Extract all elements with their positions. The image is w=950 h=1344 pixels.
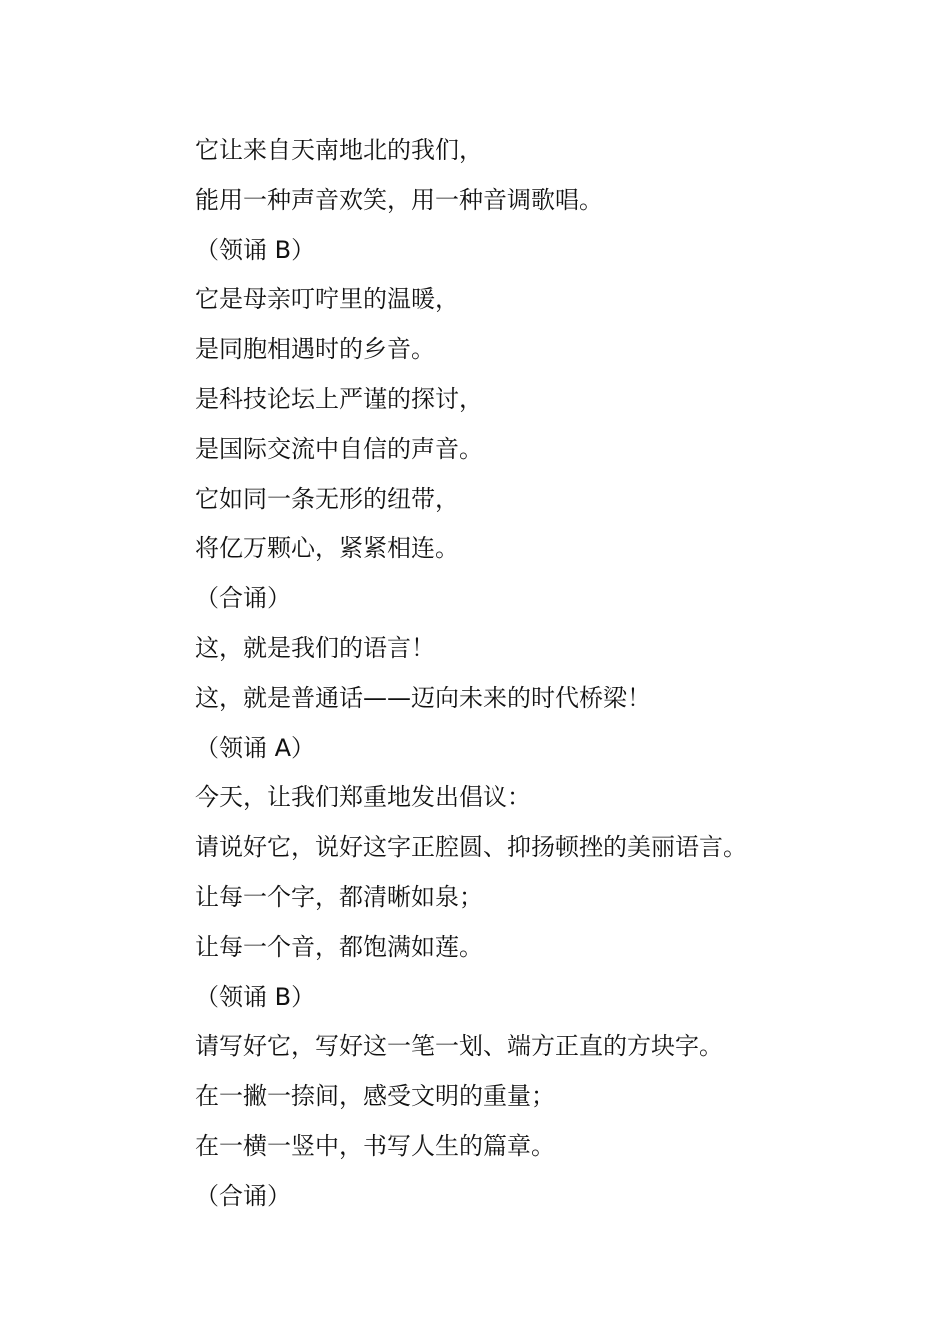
speaker-cue: （领诵 B）: [195, 982, 316, 1011]
text-line: 请说好它，说好这字正腔圆、抑扬顿挫的美丽语言。: [195, 833, 747, 862]
text-line: 它让来自天南地北的我们，: [195, 136, 483, 164]
text-line: 是同胞相遇时的乡音。: [195, 335, 435, 364]
speaker-cue: （合诵）: [195, 584, 291, 613]
text-line: 请写好它，写好这一笔一划、端方正直的方块字。: [195, 1032, 723, 1061]
text-line: 是国际交流中自信的声音。: [195, 434, 483, 463]
speaker-cue: （领诵 B）: [195, 235, 316, 264]
text-line: 是科技论坛上严谨的探讨，: [195, 384, 483, 413]
text-line: 将亿万颗心，紧紧相连。: [195, 534, 459, 563]
text-line: 今天，让我们郑重地发出倡议：: [195, 783, 531, 812]
text-line: 它是母亲叮咛里的温暖，: [195, 285, 459, 314]
speaker-cue: （领诵 A）: [195, 733, 316, 762]
text-line: 它如同一条无形的纽带，: [195, 484, 459, 513]
text-line: 这，就是普通话——迈向未来的时代桥梁！: [195, 683, 651, 712]
text-line: 在一撇一捺间，感受文明的重量；: [195, 1082, 555, 1111]
text-line: 能用一种声音欢笑，用一种音调歌唱。: [195, 185, 603, 214]
text-line: 这，就是我们的语言！: [195, 633, 435, 662]
text-line: 让每一个字，都清晰如泉；: [195, 882, 483, 911]
text-line: 在一横一竖中，书写人生的篇章。: [195, 1131, 555, 1160]
speaker-cue: （合诵）: [195, 1181, 291, 1210]
text-line: 让每一个音，都饱满如莲。: [195, 932, 483, 961]
poem-text: [195, 126, 895, 1222]
